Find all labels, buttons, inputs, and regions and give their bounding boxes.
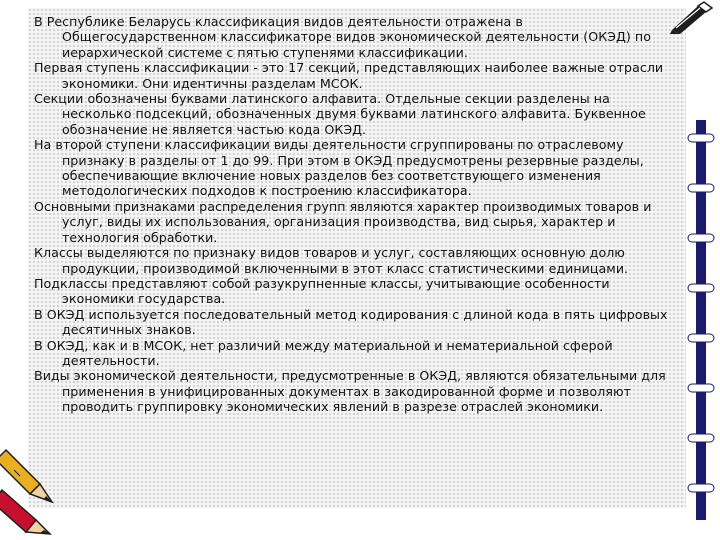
paragraph-7: Подклассы представляют собой разукрупненные классы, учитывающие особенности экономики государства. — [34, 275, 610, 307]
paragraph-1: В Республике Беларусь классификация видов деятельности отражена в Общегосударственном классификаторе видов экономической деятельности (ОКЭД) по иерархической системе с пятью ступенями классификации. — [34, 14, 651, 60]
paragraph-5: Основными признаками распределения групп являются характер производимых товаров и услуг, виды их использования, организация производства, вид сырья, характер и технология обработки. — [34, 198, 652, 245]
paragraph-3: Секции обозначены буквами латинского алфавита. Отдельные секции разделены на несколько подсекций, обозначенных двумя буквами латинского алфавита. Буквенное обозначение не является частью кода ОКЭД. — [34, 91, 646, 137]
paragraph-4: На второй ступени классификации виды деятельности сгруппированы по отраслевому признаку в разделы от 1 до 99. При этом в ОКЭД предусмотрены резервные разделы, обеспечивающие включение новых разделов без соответствующего изменения методологических подходов к построению классификатора. — [34, 137, 644, 199]
notebook-binding-icon — [682, 120, 720, 520]
paragraph-8: В ОКЭД используется последовательный метод кодирования с длиной кода в пять цифровых десятичных знаков. — [34, 306, 668, 338]
text-panel — [28, 8, 686, 508]
pencil-clipart-icon — [668, 0, 714, 34]
pencils-clipart-icon — [0, 430, 70, 540]
paragraph-2: Первая ступень классификации - это 17 секций, представляющих наиболее важные отрасли экономики. Они идентичны разделам МСОК. — [34, 60, 664, 91]
paragraph-9: В ОКЭД, как и в МСОК, нет различий между материальной и нематериальной сферой деятельности. — [34, 337, 613, 368]
paragraph-10: Виды экономической деятельности, предусмотренные в ОКЭД, являются обязательными для применения в унифицированных документах в закодированной форме и позволяют проводить группировку экономических явлений в разрезе отраслей экономики. — [34, 368, 666, 415]
paragraph-6: Классы выделяются по признаку видов товаров и услуг, составляющих основную долю продукции, производимой включенными в этот класс статистическими единицами. — [34, 245, 629, 276]
